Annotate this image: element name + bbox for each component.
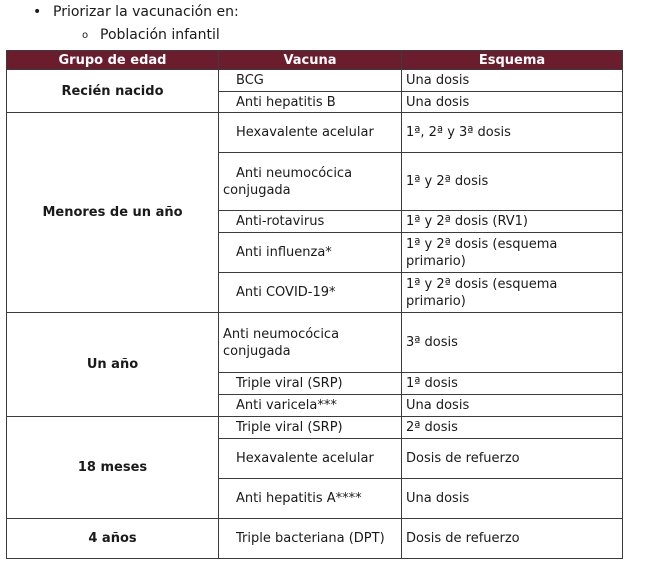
vaccine-cell: Anti hepatitis B	[219, 92, 402, 113]
header-scheme: Esquema	[402, 51, 623, 70]
scheme-cell: Una dosis	[402, 92, 623, 113]
scheme-cell: Dosis de refuerzo	[402, 519, 623, 559]
bullet-dot-icon: •	[33, 4, 42, 20]
scheme-cell: 1ª y 2ª dosis (esquema primario)	[402, 273, 623, 313]
subbullet-item	[82, 27, 220, 43]
header-age-group: Grupo de edad	[7, 51, 219, 70]
vaccine-cell: Anti COVID-19*	[219, 273, 402, 313]
vaccine-cell: Anti neumocócica conjugada	[219, 313, 402, 373]
age-group-cell: 4 años	[7, 519, 219, 559]
bullet-text: Priorizar la vacunación en:	[53, 4, 239, 20]
vaccine-cell: BCG	[219, 70, 402, 92]
table-row	[7, 313, 623, 373]
scheme-cell: 1ª dosis	[402, 373, 623, 395]
vaccine-cell: Hexavalente acelular	[219, 439, 402, 479]
vaccine-cell: Triple viral (SRP)	[219, 417, 402, 439]
subbullet-text: Población infantil	[100, 27, 220, 43]
scheme-cell: 1ª, 2ª y 3ª dosis	[402, 113, 623, 153]
table-row	[7, 113, 623, 153]
vaccine-cell: Anti influenza*	[219, 233, 402, 273]
vaccine-cell: Anti neumocócica conjugada	[219, 153, 402, 211]
subbullet-circle-icon: o	[82, 30, 89, 41]
scheme-cell: Una dosis	[402, 479, 623, 519]
table-header-row	[7, 51, 623, 70]
scheme-cell: 3ª dosis	[402, 313, 623, 373]
scheme-cell: 2ª dosis	[402, 417, 623, 439]
table-row	[7, 417, 623, 439]
bullet-item	[33, 4, 239, 20]
header-vaccine: Vacuna	[219, 51, 402, 70]
vaccine-cell: Triple viral (SRP)	[219, 373, 402, 395]
vaccination-table	[6, 50, 623, 559]
vaccine-cell: Anti hepatitis A****	[219, 479, 402, 519]
scheme-cell: 1ª y 2ª dosis (RV1)	[402, 211, 623, 233]
age-group-cell: Recién nacido	[7, 70, 219, 113]
vaccine-cell: Anti-rotavirus	[219, 211, 402, 233]
vaccine-cell: Triple bacteriana (DPT)	[219, 519, 402, 559]
vaccine-cell: Anti varicela***	[219, 395, 402, 417]
table-row	[7, 519, 623, 559]
age-group-cell: Un año	[7, 313, 219, 417]
scheme-cell: Dosis de refuerzo	[402, 439, 623, 479]
scheme-cell: 1ª y 2ª dosis	[402, 153, 623, 211]
vaccine-cell: Hexavalente acelular	[219, 113, 402, 153]
scheme-cell: Una dosis	[402, 70, 623, 92]
table-row	[7, 70, 623, 92]
scheme-cell: Una dosis	[402, 395, 623, 417]
age-group-cell: Menores de un año	[7, 113, 219, 313]
age-group-cell: 18 meses	[7, 417, 219, 519]
scheme-cell: 1ª y 2ª dosis (esquema primario)	[402, 233, 623, 273]
